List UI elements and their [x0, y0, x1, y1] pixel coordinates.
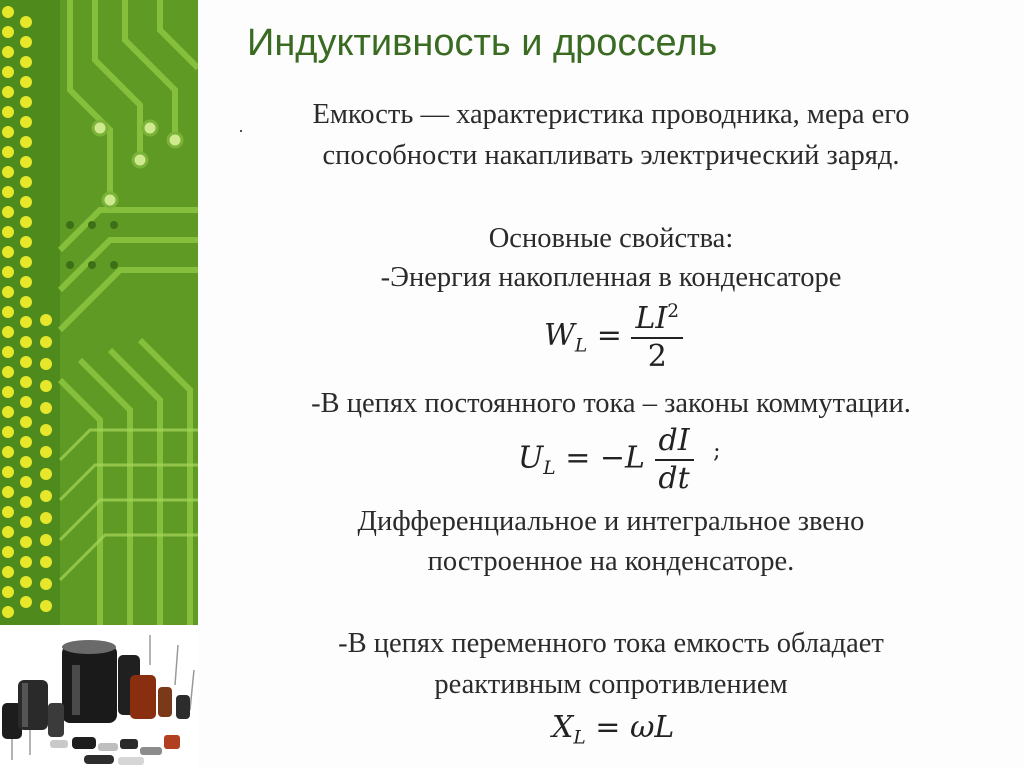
formula-voltage-minus-l: −L: [599, 440, 645, 476]
bullet-dot: ·: [238, 121, 244, 141]
formula-voltage-lhs-sub: L: [543, 458, 556, 479]
text-line-8: -В цепях переменного тока емкость обладает: [338, 628, 884, 659]
formula-energy-lhs: W: [544, 318, 575, 354]
formula-reactance-eq: =: [595, 710, 621, 745]
formula-reactance-lhs: X: [552, 710, 574, 745]
formula-energy-den: 2: [647, 338, 667, 374]
text-line-4: -Энергия накопленная в конденсаторе: [380, 262, 842, 293]
formula-voltage-eq: =: [565, 440, 591, 476]
text-line-9: реактивным сопротивлением: [434, 669, 788, 700]
text-line-7: построенное на конденсаторе.: [427, 546, 795, 577]
text-line-6: Дифференциальное и интегральное звено: [357, 506, 865, 537]
formula-voltage-lhs: U: [518, 440, 544, 476]
text-line-5: -В цепях постоянного тока – законы коммутации.: [311, 388, 911, 419]
slide-title: Индуктивность и дроссель: [247, 22, 718, 64]
text-line-2: способности накапливать электрический заряд.: [322, 140, 900, 171]
text-line-3: Основные свойства:: [488, 223, 734, 254]
text-line-1: Емкость — характеристика проводника, мера его: [312, 99, 910, 130]
formula-energy-lhs-sub: L: [574, 335, 588, 357]
formula-energy: [544, 302, 683, 372]
capacitors-photo: [0, 625, 198, 767]
formula-voltage-semicolon: ;: [713, 438, 721, 464]
formula-energy-num-sup: 2: [667, 301, 680, 322]
formula-reactance: [552, 710, 674, 749]
formula-voltage-fraction: [655, 425, 694, 494]
formula-energy-eq: =: [596, 318, 622, 354]
formula-voltage-num: dI: [655, 425, 694, 461]
formula-voltage-den: dt: [658, 460, 690, 496]
formula-voltage: [518, 425, 721, 494]
formula-reactance-lhs-sub: L: [573, 727, 586, 749]
formula-energy-num: LI: [635, 301, 668, 337]
circuit-board-image: [0, 0, 198, 625]
formula-reactance-rhs: ωL: [629, 710, 675, 745]
formula-energy-fraction: [631, 302, 683, 372]
